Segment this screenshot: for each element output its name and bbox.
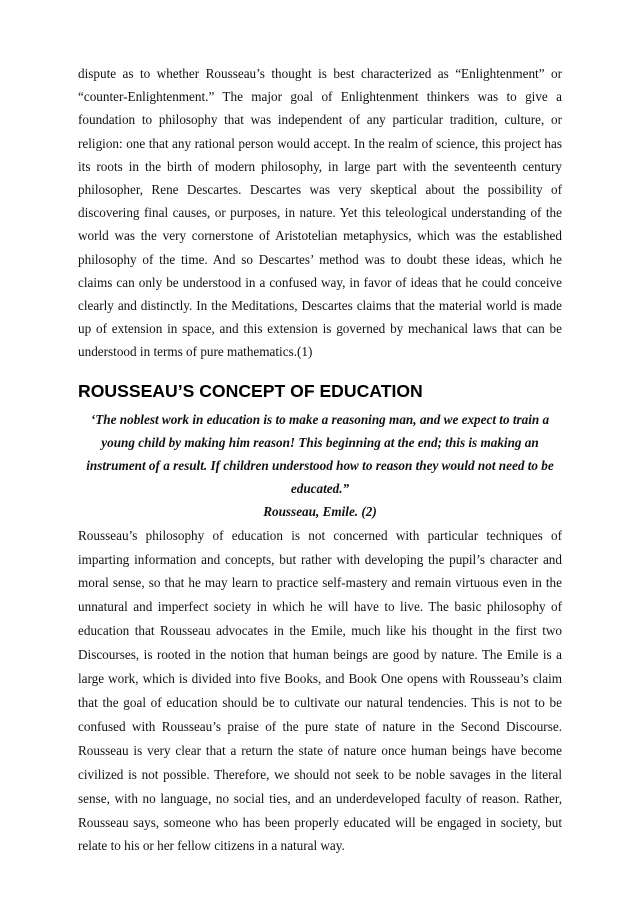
body-paragraph-descartes: dispute as to whether Rousseau’s thought is best characterized as “Enlightenment” or “counter-Enlightenment.” The major goal of Enlightenment thinkers was to give a foundation to philosophy that was independent of any particular tradition, culture, or religion: one that any rational person would accept. In the realm of science, this project has its roots in the birth of modern philosophy, in large part with the seventeenth century philosopher, Rene Descartes. Descartes was very skeptical about the possibility of discovering final causes, or purposes, in nature. Yet this teleological understanding of the world was the very cornerstone of Aristotelian metaphysics, which was the established philosophy of the time. And so Descartes’ method was to doubt these ideas, which he claims can only be understood in a confused way, in favor of ideas that he could conceive clearly and distinctly. In the Meditations, Descartes claims that the material world is made up of extension in space, and this extension is governed by mechanical laws that can be understood in terms of pure mathematics.(1): [78, 66, 562, 360]
quote-attribution: Rousseau, Emile. (2): [263, 503, 377, 519]
epigraph-quote: ‘The noblest work in education is to make a reasoning man, and we expect to train a young child by making him reason! This beginning at the end; this is making an instrument of a result. If children understood how to reason they would not need to be educated.”: [86, 411, 554, 496]
body-paragraph-education: Rousseau’s philosophy of education is not concerned with particular techniques of imparting information and concepts, but rather with developing the pupil’s character and moral sense, so that he may learn to practice self-mastery and remain virtuous even in the unnatural and imperfect society in which he will have to live. The basic philosophy of education that Rousseau advocates in the Emile, much like his thought in the first two Discourses, is rooted in the notion that human beings are good by nature. The Emile is a large work, which is divided into five Books, and Book One opens with Rousseau’s claim that the goal of education should be to cultivate our natural tendencies. This is not to be confused with Rousseau’s praise of the pure state of nature in the Second Discourse. Rousseau is very clear that a return the state of nature once human beings have become civilized is not possible. Therefore, we should not seek to be noble savages in the literal sense, with no language, no social ties, and an underdeveloped faculty of reason. Rather, Rousseau says, someone who has been properly educated will be engaged in society, but relate to his or her fellow citizens in a natural way.: [78, 527, 562, 854]
section-heading: ROUSSEAU’S CONCEPT OF EDUCATION: [78, 380, 423, 401]
document-page: [78, 62, 562, 858]
